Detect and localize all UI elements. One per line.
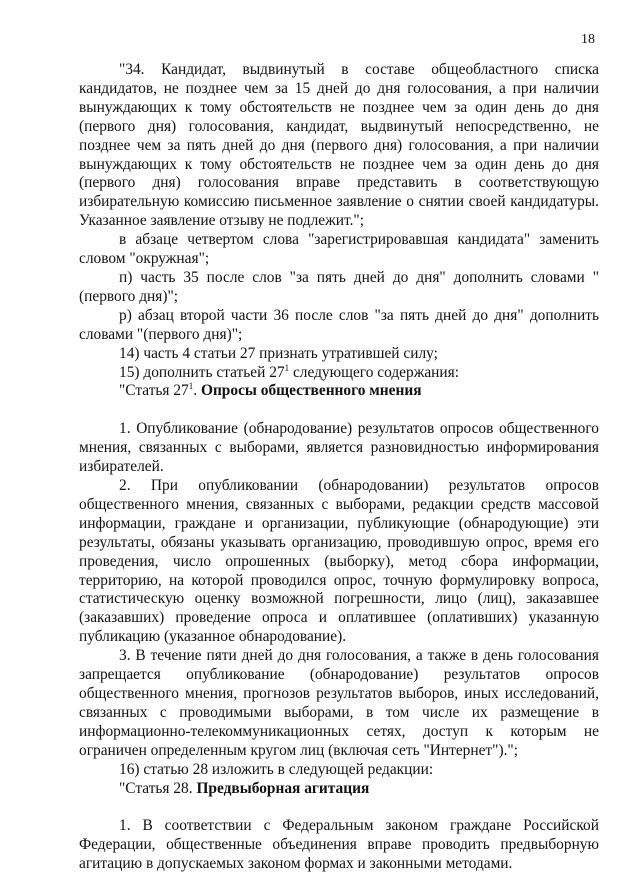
paragraph-item-r: р) абзац второй части 36 после слов "за пять дней до дня" дополнить словами "(первого дня)"; [79, 306, 599, 343]
article-28-heading [79, 780, 599, 799]
article-28-part-1: 1. В соответствии с Федеральным законом граждане Российской Федерации, общественные объединения вправе проводить предвыборную агитацию в допускаемых законом формах и законными методами. [79, 817, 599, 873]
article-27-1-part-1: 1. Опубликование (обнародование) результатов опросов общественного мнения, связанных с выборами, является разновидностью информирования избирателей. [79, 420, 599, 476]
page-number: 18 [581, 32, 595, 47]
paragraph-item-p: п) часть 35 после слов "за пять дней до дня" дополнить словами "(первого дня)"; [79, 268, 599, 305]
spacer [79, 798, 599, 817]
paragraph-item-14: 14) часть 4 статьи 27 признать утратившей силу; [119, 344, 438, 362]
item-15-superscript: 1 [284, 362, 290, 373]
article-28-label: "Статья 28. [119, 779, 197, 797]
article-27-1-heading [79, 382, 599, 401]
document-body [79, 61, 599, 874]
spacer [79, 401, 599, 420]
item-15-text: 15) дополнить статьей 27 [119, 363, 285, 381]
paragraph-abzac-4: в абзаце четвертом слова "зарегистрировавшая кандидата" заменить словом "окружная"; [79, 231, 599, 268]
paragraph-part-34: "34. Кандидат, выдвинутый в составе общеобластного списка кандидатов, не позднее чем за 15 дней до дня голосования, а при наличии вынуждающих к тому обстоятельств не позднее чем за один день до дня (первого дня) голосования, кандидат, выдвинутый непосредственно, не позднее чем за пять дней до дня (первого дня) голосования, а при наличии вынуждающих к тому обстоятельств не позднее чем за один день до дня (первого дня) голосования вправе представить в соответствующую избирательную комиссию письменное заявление о снятии своей кандидатуры. Указанное заявление отзыву не подлежит."; [79, 61, 599, 230]
article-27-1-superscript: 1 [188, 381, 194, 392]
paragraph-item-15 [79, 364, 599, 383]
item-15-suffix: следующего содержания: [289, 363, 459, 381]
paragraph-item-16: 16) статью 28 изложить в следующей редакции: [119, 760, 434, 778]
article-27-1-title: Опросы общественного мнения [200, 382, 422, 400]
article-27-1-part-2: 2. При опубликовании (обнародовании) результатов опросов общественного мнения, связанных с выборами, редакции средств массовой информации, граждане и организации, публикующие (обнародующие) эти результаты, обязаны указывать организацию, проводившую опрос, время его проведения, число опрошенных (выборку), метод сбора информации, территорию, на которой проводился опрос, точную формулировку вопроса, статистическую оценку возможной погрешности, лицо (лиц), заказавшее (заказавших) проведение опроса и оплатившее (оплативших) указанную публикацию (указанное обнародование). [79, 477, 599, 646]
article-27-1-part-3: 3. В течение пяти дней до дня голосования, а также в день голосования запрещается опубликование (обнародование) результатов опросов общественного мнения, прогнозов результатов выборов, иных исследований, связанных с проводимыми выборами, в том числе их размещение в информационно-телекоммуникационных сетях, доступ к которым не ограничен определенным кругом лиц (включая сеть "Интернет")."; [79, 647, 599, 759]
article-28-title: Предвыборная агитация [196, 779, 370, 797]
article-27-1-label: "Статья 27 [119, 382, 189, 400]
article-27-1-dot: . [193, 382, 201, 400]
